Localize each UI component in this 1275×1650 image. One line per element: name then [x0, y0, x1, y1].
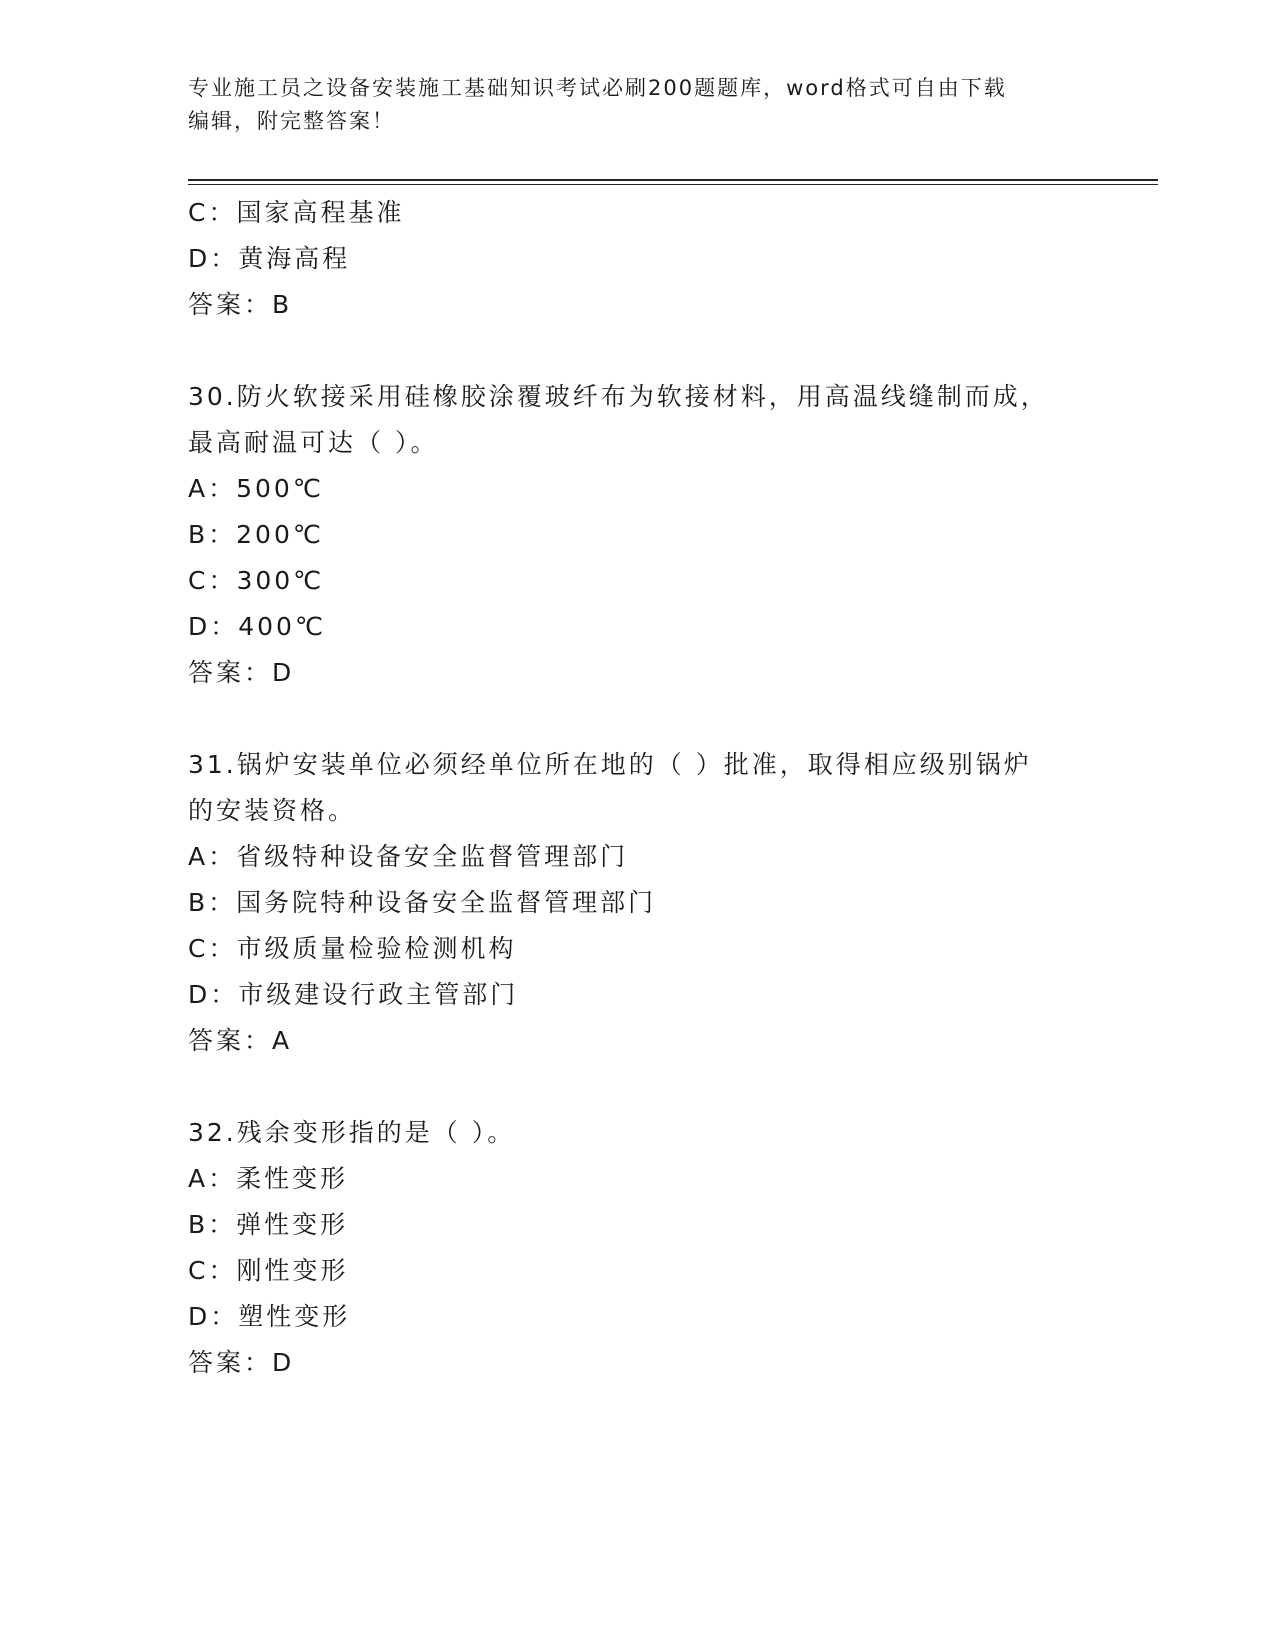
question-30 [188, 374, 1088, 696]
question-31 [188, 742, 1088, 1064]
option-c: C：300℃ [188, 566, 325, 595]
question-text-line-1: 30.防火软接采用硅橡胶涂覆玻纤布为软接材料，用高温线缝制而成， [188, 382, 1049, 411]
header-divider-thin [188, 184, 1158, 185]
document-body [188, 190, 1088, 1386]
answer-line: 答案：D [188, 658, 295, 687]
option-c: C：刚性变形 [188, 1256, 349, 1285]
option-a: A：500℃ [188, 474, 324, 503]
question-32 [188, 1110, 1088, 1386]
question-text-line-1: 31.锅炉安装单位必须经单位所在地的（ ）批准，取得相应级别锅炉 [188, 750, 1032, 779]
option-d: D：黄海高程 [188, 244, 351, 273]
option-b: B：国务院特种设备安全监督管理部门 [188, 888, 657, 917]
answer-line: 答案：D [188, 1348, 295, 1377]
option-b: B：弹性变形 [188, 1210, 349, 1239]
option-b: B：200℃ [188, 520, 324, 549]
answer-line: 答案：A [188, 1026, 293, 1055]
header-title-line-1: 专业施工员之设备安装施工基础知识考试必刷200题题库，word格式可自由下载 [188, 76, 1007, 100]
document-header [188, 72, 1088, 138]
header-divider-thick [188, 179, 1158, 181]
option-d: D：塑性变形 [188, 1302, 351, 1331]
question-text-line-2: 最高耐温可达（ ）。 [188, 428, 439, 457]
answer-line: 答案：B [188, 290, 293, 319]
option-a: A：柔性变形 [188, 1164, 349, 1193]
option-c: C：国家高程基准 [188, 198, 405, 227]
question-text-line-1: 32.残余变形指的是（ ）。 [188, 1118, 516, 1147]
option-d: D：400℃ [188, 612, 327, 641]
option-a: A：省级特种设备安全监督管理部门 [188, 842, 629, 871]
previous-question-tail [188, 190, 1088, 328]
question-text-line-2: 的安装资格。 [188, 796, 357, 825]
option-c: C：市级质量检验检测机构 [188, 934, 517, 963]
option-d: D：市级建设行政主管部门 [188, 980, 519, 1009]
header-title-line-2: 编辑，附完整答案！ [188, 109, 395, 133]
